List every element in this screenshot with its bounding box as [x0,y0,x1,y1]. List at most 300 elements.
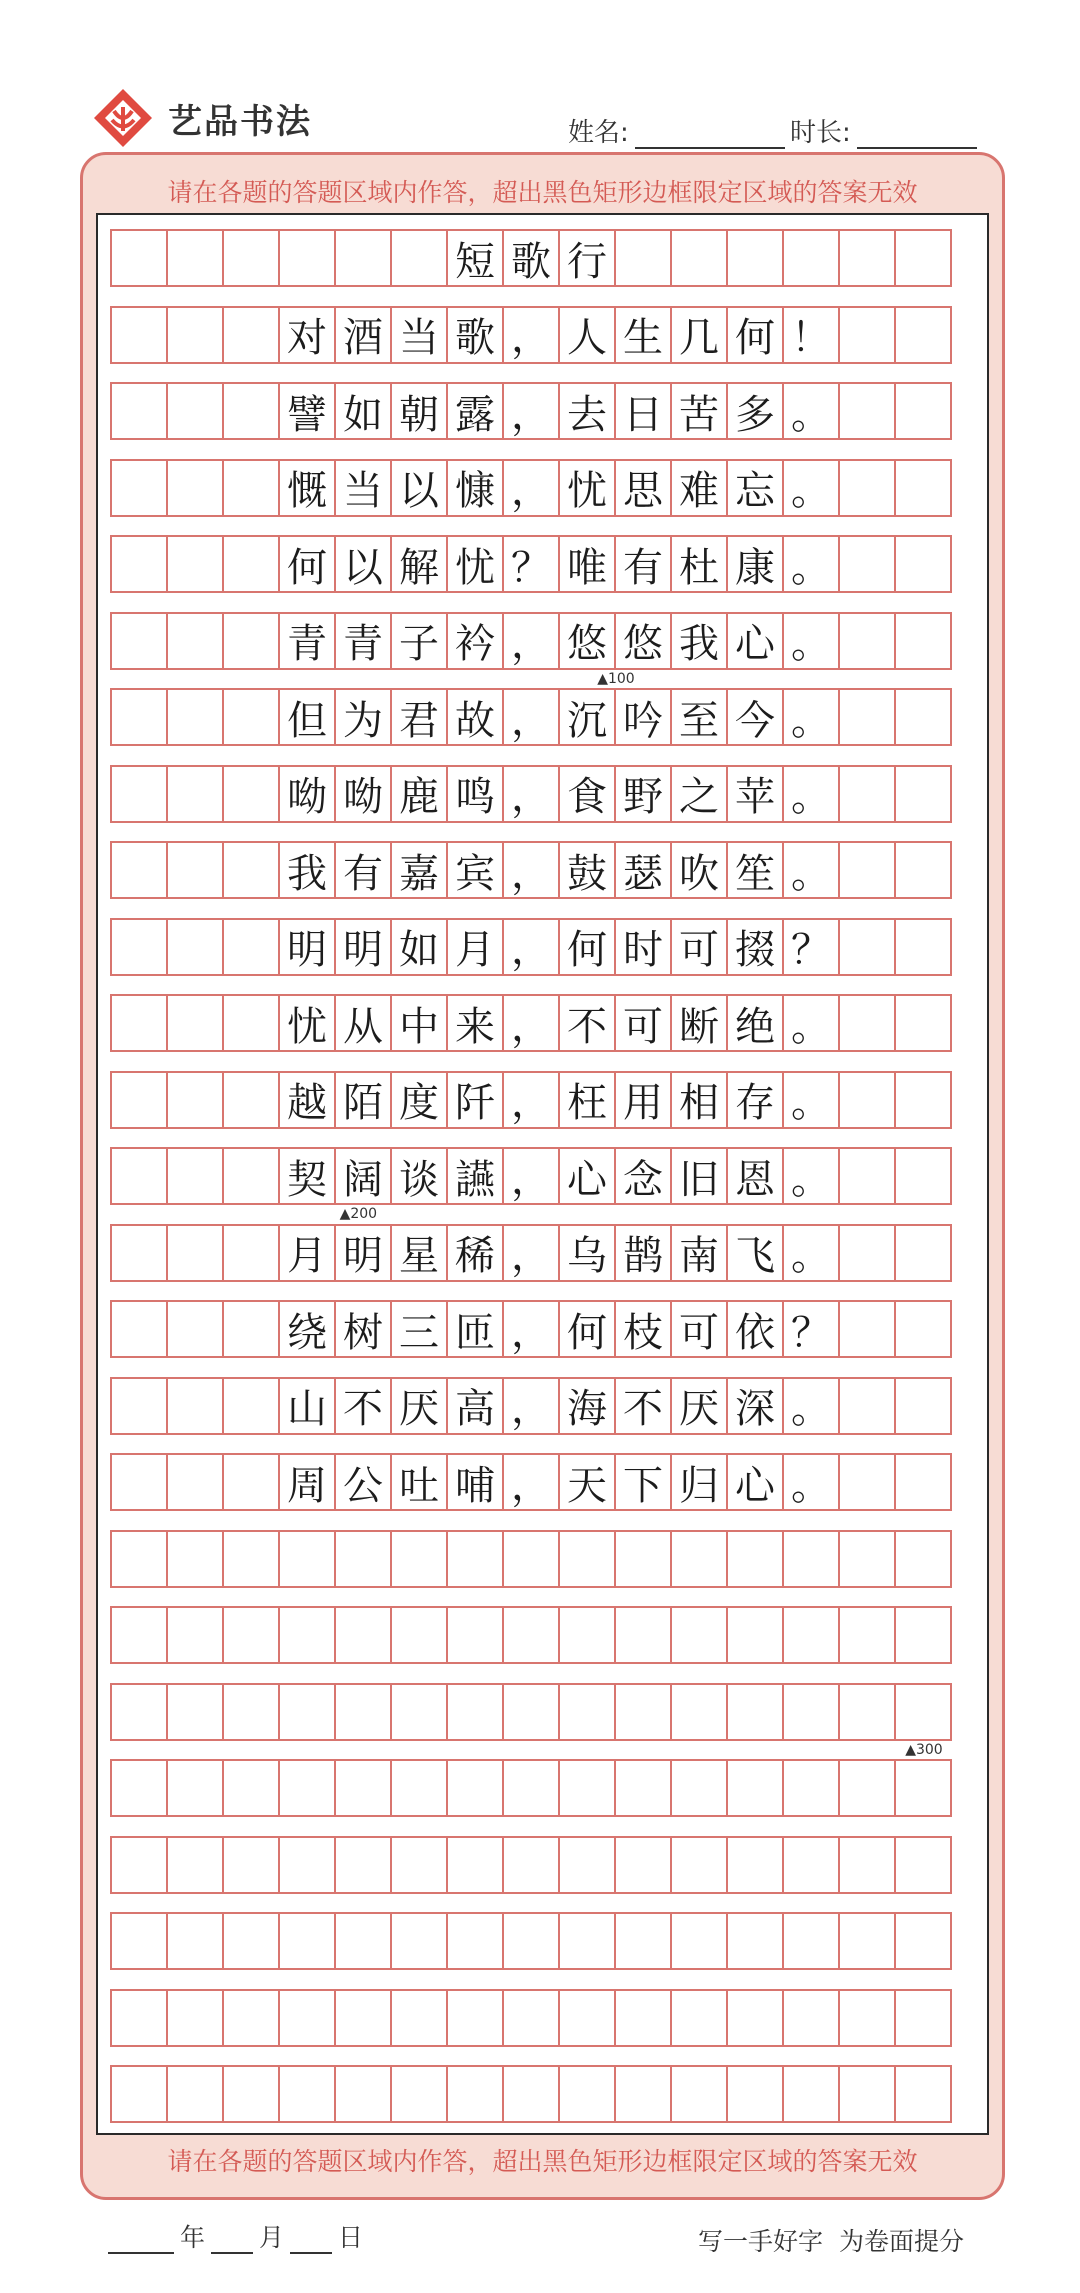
time-field[interactable] [790,112,977,149]
poem-char: 慨 [278,459,336,517]
date-field[interactable] [108,2218,369,2254]
poem-char: 不 [334,1377,392,1435]
grid-cell [782,1759,840,1817]
poem-char: ， [502,1071,560,1129]
grid-cell [222,1836,280,1894]
grid-cell [670,1606,728,1664]
poem-char: ， [502,1377,560,1435]
poem-char: 周 [278,1453,336,1511]
poem-char: 苹 [726,765,784,823]
grid-cell [614,1683,672,1741]
grid-cell [446,1836,504,1894]
grid-row [110,1759,952,1817]
grid-cell [614,1530,672,1588]
poem-char: 解 [390,535,448,593]
grid-cell [670,1836,728,1894]
grid-cell [838,1989,896,2047]
grid-cell [278,2065,336,2123]
poem-char: 但 [278,688,336,746]
grid-cell [222,382,280,440]
year-label: 年 [180,2223,206,2252]
grid-cell [278,1606,336,1664]
poem-char: 从 [334,994,392,1052]
grid-cell [838,1836,896,1894]
grid-cell [110,1224,168,1282]
grid-row [110,1912,952,1970]
grid-cell [446,1530,504,1588]
grid-cell [110,535,168,593]
poem-char: 。 [782,459,840,517]
grid-cell [334,1759,392,1817]
grid-cell [838,1759,896,1817]
poem-char: 心 [726,1453,784,1511]
grid-cell [894,612,952,670]
grid-cell [222,841,280,899]
poem-char: ， [502,612,560,670]
grid-cell [838,1224,896,1282]
poem-char: 哺 [446,1453,504,1511]
title-char: 短 [446,229,504,287]
grid-cell [222,1224,280,1282]
grid-row [110,1147,952,1205]
grid-cell [166,688,224,746]
grid-row [110,918,952,976]
poem-char: 阡 [446,1071,504,1129]
grid-cell [334,1912,392,1970]
grid-row [110,1530,952,1588]
grid-cell [390,229,448,287]
poem-char: 可 [614,994,672,1052]
poem-char: 。 [782,612,840,670]
grid-cell [838,1683,896,1741]
grid-cell [838,382,896,440]
grid-cell [222,1453,280,1511]
grid-row [110,306,952,364]
grid-cell [838,229,896,287]
grid-cell [894,1147,952,1205]
poem-char: 吹 [670,841,728,899]
grid-cell [614,1836,672,1894]
grid-cell [446,2065,504,2123]
grid-cell [558,1989,616,2047]
poem-char: 南 [670,1224,728,1282]
grid-cell [110,1071,168,1129]
poem-char: 。 [782,1224,840,1282]
poem-char: ， [502,382,560,440]
grid-cell [166,918,224,976]
writing-grid [96,213,989,2135]
poem-char: 日 [614,382,672,440]
grid-cell [278,1989,336,2047]
poem-char: 归 [670,1453,728,1511]
poem-char: 有 [614,535,672,593]
poem-char: 可 [670,1300,728,1358]
poem-char: 多 [726,382,784,440]
grid-row [110,688,952,746]
grid-cell [110,2065,168,2123]
grid-cell [110,382,168,440]
grid-cell [838,1606,896,1664]
grid-cell [110,765,168,823]
poem-char: 当 [390,306,448,364]
grid-cell [502,1530,560,1588]
brand-logo-icon [92,87,154,149]
grid-cell [894,1377,952,1435]
grid-cell [894,2065,952,2123]
name-blank[interactable] [635,119,785,149]
poem-char: 之 [670,765,728,823]
grid-cell [166,994,224,1052]
grid-cell [334,1989,392,2047]
grid-cell [222,1300,280,1358]
grid-cell [222,918,280,976]
grid-cell [166,765,224,823]
poem-char: 有 [334,841,392,899]
grid-cell [894,229,952,287]
poem-char: 唯 [558,535,616,593]
poem-char: 契 [278,1147,336,1205]
slogan [698,2222,980,2258]
grid-cell [166,841,224,899]
grid-cell [782,1606,840,1664]
poem-char: 绝 [726,994,784,1052]
poem-char: 恩 [726,1147,784,1205]
grid-cell [110,688,168,746]
poem-char: 厌 [670,1377,728,1435]
poem-char: 枝 [614,1300,672,1358]
poem-char: 阔 [334,1147,392,1205]
grid-cell [166,1836,224,1894]
grid-cell [110,1530,168,1588]
grid-cell [446,1759,504,1817]
grid-cell [838,1530,896,1588]
grid-cell [110,841,168,899]
poem-char: 月 [446,918,504,976]
poem-char: 不 [614,1377,672,1435]
title-char: 行 [558,229,616,287]
poem-char: 如 [390,918,448,976]
poem-char: ， [502,1453,560,1511]
poem-char: 。 [782,382,840,440]
grid-cell [222,1989,280,2047]
poem-char: 中 [390,994,448,1052]
poem-char: 忧 [446,535,504,593]
poem-char: 。 [782,765,840,823]
grid-cell [110,918,168,976]
poem-char: 越 [278,1071,336,1129]
grid-cell [278,1683,336,1741]
poem-char: 吟 [614,688,672,746]
month-label: 月 [259,2223,285,2252]
grid-cell [110,1759,168,1817]
grid-cell [726,1836,784,1894]
grid-row [110,535,952,593]
grid-cell [726,2065,784,2123]
grid-cell [222,1071,280,1129]
poem-char: 为 [334,688,392,746]
grid-cell [726,1912,784,1970]
grid-row [110,1683,952,1741]
grid-cell [558,1836,616,1894]
grid-cell [894,1300,952,1358]
grid-cell [502,1683,560,1741]
poem-char: 何 [558,1300,616,1358]
grid-cell [166,1912,224,1970]
grid-cell [166,1606,224,1664]
poem-char: 何 [726,306,784,364]
grid-row [110,459,952,517]
grid-cell [782,1989,840,2047]
poem-char: ， [502,306,560,364]
grid-cell [222,459,280,517]
year-blank[interactable] [108,2228,174,2254]
time-blank[interactable] [857,119,977,149]
day-blank[interactable] [290,2228,332,2254]
poem-char: 山 [278,1377,336,1435]
poem-char: 子 [390,612,448,670]
grid-cell [558,1683,616,1741]
grid-row [110,1836,952,1894]
poem-char: 露 [446,382,504,440]
grid-row [110,2065,952,2123]
grid-cell [894,1683,952,1741]
poem-char: 故 [446,688,504,746]
grid-cell [726,1530,784,1588]
grid-cell [166,1989,224,2047]
poem-char: 下 [614,1453,672,1511]
grid-cell [222,1759,280,1817]
poem-char: 可 [670,918,728,976]
poem-char: 如 [334,382,392,440]
grid-cell [614,229,672,287]
grid-cell [166,535,224,593]
grid-cell [390,1989,448,2047]
grid-cell [838,612,896,670]
grid-cell [614,2065,672,2123]
grid-cell [222,688,280,746]
grid-cell [390,1759,448,1817]
poem-char: 依 [726,1300,784,1358]
poem-char: 旧 [670,1147,728,1205]
grid-cell [222,2065,280,2123]
grid-cell [166,612,224,670]
poem-char: 譬 [278,382,336,440]
poem-char: 沉 [558,688,616,746]
grid-cell [502,1989,560,2047]
grid-cell [782,229,840,287]
grid-cell [838,1300,896,1358]
poem-char: 今 [726,688,784,746]
grid-row [110,229,952,287]
poem-char: 鼓 [558,841,616,899]
poem-char: 深 [726,1377,784,1435]
poem-char: 鸣 [446,765,504,823]
brand [92,88,312,148]
grid-cell [838,459,896,517]
grid-cell [894,1836,952,1894]
poem-char: 。 [782,841,840,899]
poem-char: 飞 [726,1224,784,1282]
grid-cell [446,1683,504,1741]
grid-cell [166,1683,224,1741]
poem-char: 相 [670,1071,728,1129]
grid-cell [894,535,952,593]
grid-row [110,841,952,899]
slogan-left: 写一手好字 [698,2227,824,2256]
poem-char: 心 [558,1147,616,1205]
grid-cell [782,2065,840,2123]
grid-cell [838,1071,896,1129]
grid-cell [670,1989,728,2047]
grid-cell [390,2065,448,2123]
poem-char: 。 [782,535,840,593]
notice-top: 请在各题的答题区域内作答，超出黑色矩形边框限定区域的答案无效 [167,178,918,207]
poem-char: 忘 [726,459,784,517]
grid-cell [222,1912,280,1970]
grid-cell [558,1530,616,1588]
day-label: 日 [338,2223,364,2252]
poem-char: 海 [558,1377,616,1435]
poem-char: ， [502,1147,560,1205]
grid-cell [110,1300,168,1358]
poem-char: 绕 [278,1300,336,1358]
poem-char: 野 [614,765,672,823]
grid-cell [334,1836,392,1894]
poem-char: 稀 [446,1224,504,1282]
grid-cell [390,1836,448,1894]
grid-cell [894,1606,952,1664]
grid-cell [894,1224,952,1282]
poem-char: 鹿 [390,765,448,823]
grid-cell [334,2065,392,2123]
grid-cell [166,1300,224,1358]
grid-cell [222,765,280,823]
poem-char: 几 [670,306,728,364]
grid-cell [614,1912,672,1970]
poem-char: ， [502,688,560,746]
poem-char: 乌 [558,1224,616,1282]
poem-char: 明 [334,918,392,976]
grid-cell [110,994,168,1052]
grid-cell [110,306,168,364]
poem-char: 悠 [558,612,616,670]
poem-char: 酒 [334,306,392,364]
grid-cell [166,1530,224,1588]
poem-char: 歌 [446,306,504,364]
grid-cell [166,306,224,364]
grid-cell [278,1836,336,1894]
grid-row [110,765,952,823]
grid-cell [894,994,952,1052]
grid-cell [110,1912,168,1970]
grid-cell [110,612,168,670]
poem-char: 谈 [390,1147,448,1205]
grid-cell [502,1836,560,1894]
grid-cell [838,841,896,899]
title-char: 歌 [502,229,560,287]
poem-char: 以 [390,459,448,517]
poem-char: 心 [726,612,784,670]
poem-char: ？ [782,1300,840,1358]
grid-cell [222,1377,280,1435]
grid-cell [166,1453,224,1511]
grid-cell [838,765,896,823]
grid-cell [390,1912,448,1970]
poem-char: 青 [334,612,392,670]
grid-cell [894,765,952,823]
grid-cell [894,1071,952,1129]
poem-char: 。 [782,688,840,746]
poem-char: 枉 [558,1071,616,1129]
poem-char: 鹊 [614,1224,672,1282]
poem-char: 生 [614,306,672,364]
poem-char: 我 [278,841,336,899]
grid-cell [110,1989,168,2047]
poem-char: 吐 [390,1453,448,1511]
grid-cell [334,1606,392,1664]
poem-char: 呦 [278,765,336,823]
poem-char: 瑟 [614,841,672,899]
poem-char: 悠 [614,612,672,670]
grid-cell [502,1912,560,1970]
grid-cell [838,1453,896,1511]
grid-cell [166,2065,224,2123]
poem-char: 朝 [390,382,448,440]
poem-char: 存 [726,1071,784,1129]
poem-char: 人 [558,306,616,364]
poem-char: ， [502,918,560,976]
grid-cell [334,1683,392,1741]
poem-char: 忧 [558,459,616,517]
grid-cell [390,1606,448,1664]
grid-row [110,612,952,670]
grid-cell [110,1683,168,1741]
name-field[interactable] [568,112,785,149]
word-count-marker: ▲200 [339,1206,378,1222]
poem-char: 明 [278,918,336,976]
grid-cell [222,1606,280,1664]
grid-cell [446,1606,504,1664]
grid-cell [166,1759,224,1817]
grid-cell [614,1989,672,2047]
grid-cell [838,994,896,1052]
grid-cell [222,1683,280,1741]
poem-char: 。 [782,994,840,1052]
poem-char: 。 [782,1071,840,1129]
grid-cell [334,1530,392,1588]
grid-cell [782,1912,840,1970]
poem-char: ， [502,1300,560,1358]
grid-cell [110,1453,168,1511]
grid-cell [110,1606,168,1664]
poem-char: 用 [614,1071,672,1129]
grid-cell [222,612,280,670]
poem-char: 去 [558,382,616,440]
grid-cell [558,2065,616,2123]
grid-cell [166,1071,224,1129]
grid-cell [222,229,280,287]
grid-cell [390,1683,448,1741]
month-blank[interactable] [211,2228,253,2254]
poem-char: 高 [446,1377,504,1435]
grid-cell [222,1147,280,1205]
poem-char: 时 [614,918,672,976]
grid-row [110,382,952,440]
grid-cell [446,1912,504,1970]
poem-char: 笙 [726,841,784,899]
brand-name: 艺品书法 [168,101,312,142]
poem-char: 青 [278,612,336,670]
